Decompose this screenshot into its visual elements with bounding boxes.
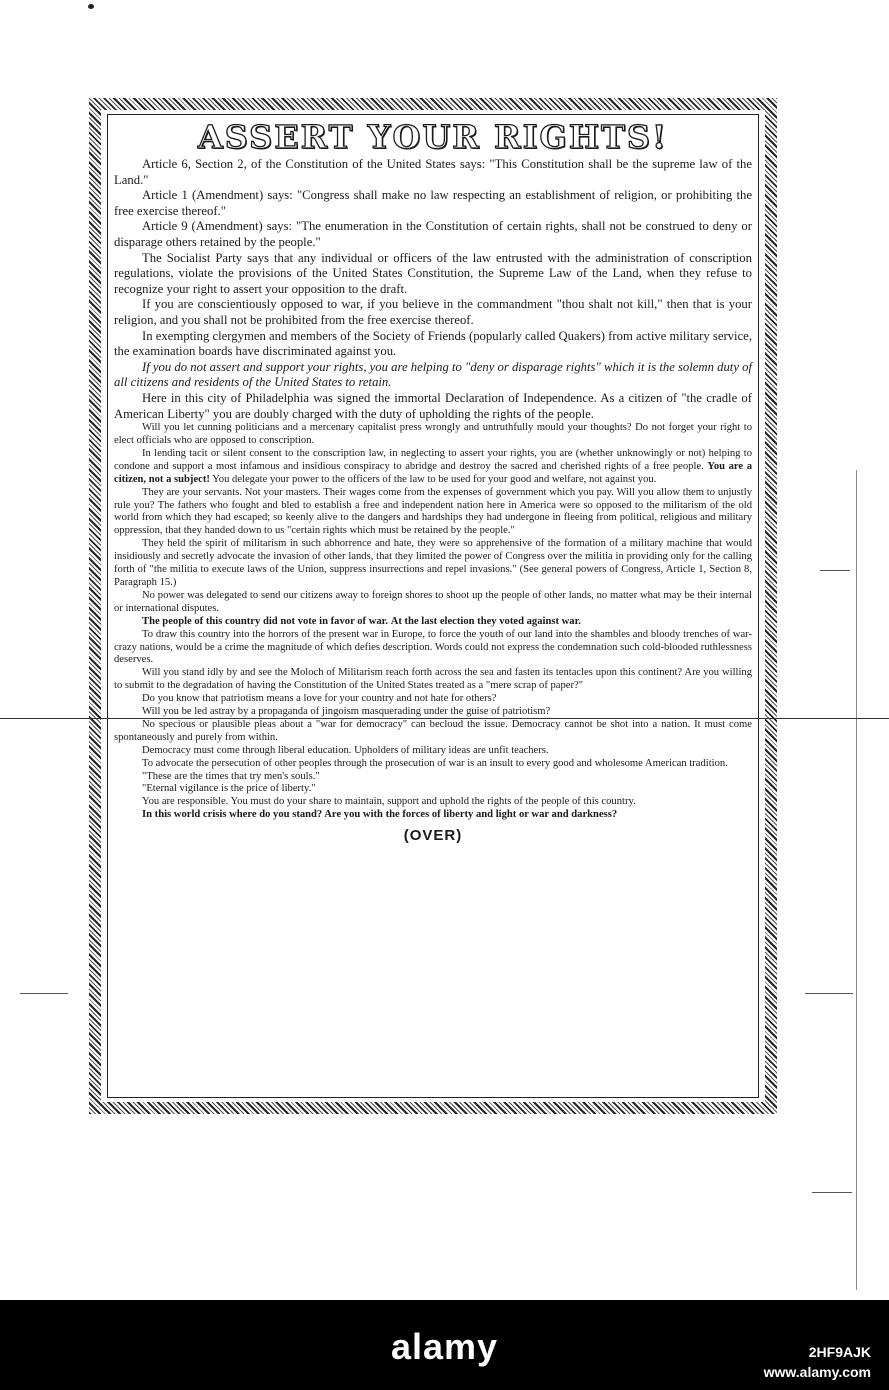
fold-line [0, 718, 889, 719]
leaflet-title: ASSERT YOUR RIGHTS! [197, 118, 669, 156]
paragraph: No specious or plausible pleas about a "war for democracy" can becloud the issue. Democracy cannot be shot into a nation. It must come spontaneously and purely from within. [114, 718, 752, 743]
paragraph: Do you know that patriotism means a love for your country and not hate for others? [142, 693, 497, 705]
paragraph: To draw this country into the horrors of the present war in Europe, to force the youth of our land into the shambles and bloody trenches of war-crazy nations, would be a crime the magnitude of which defies description. Words could not express the condemnation such cold-blooded ruthlessness deserves. [114, 628, 752, 666]
paragraph: In lending tacit or silent consent to the conscription law, in neglecting to assert your rights, you are (whether unknowingly or not) helping to condone and support a most infamous and insidious conspiracy to abridge and destroy the sacred and cherished rights of a free people. You are a citizen, not a subject! You delegate your power to the officers of the law to be used for your good and welfare, not against you. [114, 447, 752, 485]
paragraph: In exempting clergymen and members of the Society of Friends (popularly called Quakers) from active military service, the examination boards have discriminated against you. [114, 328, 752, 359]
paragraph: In this world crisis where do you stand? Are you with the forces of liberty and light or war and darkness? [142, 809, 618, 821]
leaflet-body [114, 157, 752, 844]
paragraph: If you are conscientiously opposed to war, if you believe in the commandment "thou shalt not kill," then that is your religion, and you shall not be prohibited from the free exercise thereof. [114, 297, 752, 327]
leaflet-border [89, 98, 777, 1114]
paragraph: Article 6, Section 2, of the Constitution of the United States says: "This Constitution shall be the supreme law of the Land." [114, 157, 752, 187]
paragraph: Will you stand idly by and see the Moloch of Militarism reach forth across the sea and fasten its tentacles upon this continent? Are you willing to submit to the degradation of having the Constitution of the United States treated as a "mere scrap of paper?" [114, 667, 752, 692]
paragraph: You are responsible. You must do your share to maintain, support and uphold the rights of the people of this country. [142, 796, 636, 808]
quote: "Eternal vigilance is the price of liberty." [142, 783, 316, 795]
leaflet-content [107, 114, 759, 1098]
margin-mark [820, 570, 850, 571]
margin-mark [805, 993, 853, 994]
paragraph: Here in this city of Philadelphia was signed the immortal Declaration of Independence. As a citizen of "the cradle of American Liberty" you are doubly charged with the duty of upholding the rights of the people. [114, 390, 752, 421]
quote: "These are the times that try men's souls." [142, 770, 320, 782]
ink-speck [88, 4, 94, 9]
paragraph: The Socialist Party says that any individual or officers of the law entrusted with the administration of conscription regulations, violate the provisions of the United States Constitution, the Supreme Law of the Land, when they refuse to recognize your right to assert your opposition to the draft. [114, 250, 752, 296]
watermark-image-id: 2HF9AJK [808, 1344, 871, 1360]
paragraph: They held the spirit of militarism in such abhorrence and hate, they were so apprehensive of the formation of a military machine that would insidiously and secretly advocate the invasion of other lands, that they limited the power of Congress over the militia in providing only for the calling forth of "the militia to execute laws of the Union, suppress insurrections and repel invasions." (See general powers of Congress, Article 1, Section 8, Paragraph 15.) [114, 538, 752, 588]
paragraph: No power was delegated to send our citizens away to foreign shores to shoot up the people of other lands, no matter what may be their internal or international disputes. [114, 589, 752, 614]
paragraph: Will you be led astray by a propaganda of jingoism masquerading under the guise of patriotism? [142, 706, 551, 718]
paragraph: Will you let cunning politicians and a mercenary capitalist press wrongly and untruthfully mould your thoughts? Do not forget your right to elect officials who are opposed to conscription. [114, 422, 752, 446]
over-label: (OVER) [403, 827, 463, 845]
paragraph: To advocate the persecution of other peoples through the prosecution of war is an insult to every good and wholesome American tradition. [142, 757, 728, 769]
paragraph: The people of this country did not vote in favor of war. At the last election they voted against war. [142, 615, 581, 627]
paragraph: Democracy must come through liberal education. Upholders of military ideas are unfit teachers. [142, 744, 549, 756]
watermark-logo: alamy [390, 1326, 499, 1367]
margin-mark [20, 993, 68, 994]
paragraph: They are your servants. Not your masters. Their wages come from the expenses of government which you pay. Will you allow them to unjustly rule you? The fathers who fought and bled to establish a free and independent nation here in America were so opposed to the militarism of the old world from which they had escaped; so keenly alive to the dangers and hardships they had undergone in fleeing from political, religious and military oppression, that they handed down to us "certain rights which must be retained by the people." [114, 486, 752, 537]
paragraph: If you do not assert and support your rights, you are helping to "deny or disparage rights" which it is the solemn duty of all citizens and residents of the United States to retain. [114, 359, 752, 390]
watermark-url: www.alamy.com [763, 1364, 871, 1380]
paragraph: Article 9 (Amendment) says: "The enumeration in the Constitution of certain rights, shall not be construed to deny or disparage others retained by the people." [114, 219, 752, 249]
margin-mark [812, 1192, 852, 1193]
edge-line [856, 470, 857, 1290]
paragraph: Article 1 (Amendment) says: "Congress shall make no law respecting an establishment of religion, or prohibiting the free exercise thereof." [114, 188, 752, 218]
